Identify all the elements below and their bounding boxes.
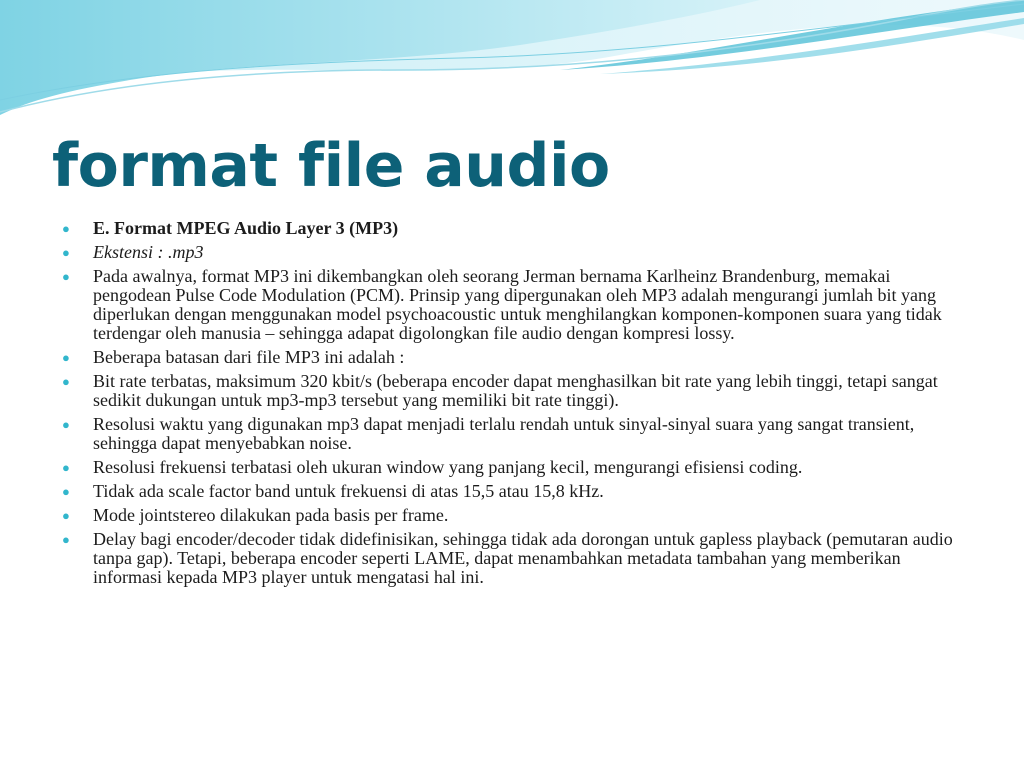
bullet-text: Beberapa batasan dari file MP3 ini adalah :: [93, 347, 405, 367]
bullet-item: [62, 530, 972, 587]
bullet-list: [62, 219, 972, 592]
bullet-item: [62, 219, 972, 238]
circle-bullet-icon: ●: [62, 484, 70, 499]
bullet-text: Ekstensi : .mp3: [93, 242, 204, 262]
bullet-text: Bit rate terbatas, maksimum 320 kbit/s (beberapa encoder dapat menghasilkan bit rate yang lebih tinggi, tetapi sangat sedikit dukungan untuk mp3-mp3 tersebut yang memiliki bit rate tinggi).: [93, 371, 938, 410]
slide-title: format file audio: [52, 131, 610, 201]
bullet-text: Mode jointstereo dilakukan pada basis per frame.: [93, 505, 449, 525]
circle-bullet-icon: ●: [62, 350, 70, 365]
bullet-text: E. Format MPEG Audio Layer 3 (MP3): [93, 218, 399, 238]
bullet-text: Delay bagi encoder/decoder tidak didefinisikan, sehingga tidak ada dorongan untuk gapless playback (pemutaran audio tanpa gap). Tetapi, beberapa encoder seperti LAME, dapat menambahkan metadata tambahan yang memberikan informasi kepada MP3 player untuk mengatasi hal ini.: [93, 529, 953, 587]
circle-bullet-icon: ●: [62, 245, 70, 260]
circle-bullet-icon: ●: [62, 221, 70, 236]
circle-bullet-icon: ●: [62, 460, 70, 475]
bullet-text: Resolusi frekuensi terbatasi oleh ukuran window yang panjang kecil, mengurangi efisiensi coding.: [93, 457, 803, 477]
circle-bullet-icon: ●: [62, 532, 70, 547]
circle-bullet-icon: ●: [62, 269, 70, 284]
bullet-item: [62, 243, 972, 262]
bullet-item: [62, 506, 972, 525]
bullet-text: Tidak ada scale factor band untuk frekuensi di atas 15,5 atau 15,8 kHz.: [93, 481, 604, 501]
circle-bullet-icon: ●: [62, 374, 70, 389]
bullet-text: Pada awalnya, format MP3 ini dikembangkan oleh seorang Jerman bernama Karlheinz Brandenburg, memakai pengodean Pulse Code Modulation (PCM). Prinsip yang dipergunakan oleh MP3 adalah mengurangi jumlah bit yang diperlukan dengan menggunakan model psychoacoustic untuk menghilangkan komponen-komponen suara yang tidak terdengar oleh manusia – sehingga adapat digolongkan file audio dengan kompresi lossy.: [93, 266, 942, 343]
circle-bullet-icon: ●: [62, 508, 70, 523]
bullet-item: [62, 482, 972, 501]
bullet-item: [62, 415, 972, 453]
circle-bullet-icon: ●: [62, 417, 70, 432]
bullet-item: [62, 348, 972, 367]
bullet-item: [62, 267, 972, 343]
bullet-text: Resolusi waktu yang digunakan mp3 dapat menjadi terlalu rendah untuk sinyal-sinyal suara yang sangat transient, sehingga dapat menyebabkan noise.: [93, 414, 915, 453]
decorative-wave-header: [0, 0, 1024, 140]
bullet-item: [62, 458, 972, 477]
bullet-item: [62, 372, 972, 410]
